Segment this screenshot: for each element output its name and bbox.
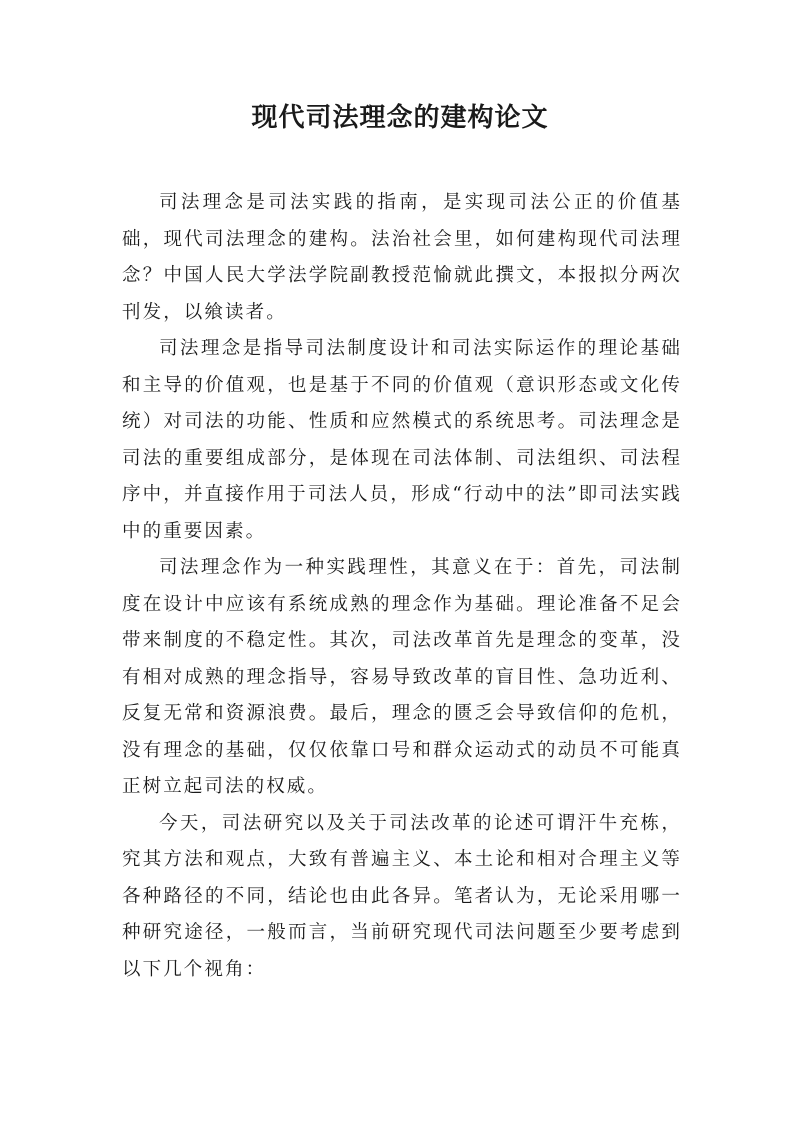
paragraph: 司法理念是司法实践的指南，是实现司法公正的价值基础，现代司法理念的建构。法治社会里，如何建构现代司法理念？中国人民大学法学院副教授范愉就此撰文，本报拟分两次刊发，以飨读者。 <box>122 192 682 323</box>
paragraph: 今天，司法研究以及关于司法改革的论述可谓汗牛充栋，究其方法和观点，大致有普遍主义、本土论和相对合理主义等各种路径的不同，结论也由此各异。笔者认为，无论采用哪一种研究途径，一般而言，当前研究现代司法问题至少要考虑到以下几个视角： <box>122 812 682 980</box>
paragraph: 司法理念是指导司法制度设计和司法实际运作的理论基础和主导的价值观，也是基于不同的价值观（意识形态或文化传统）对司法的功能、性质和应然模式的系统思考。司法理念是司法的重要组成部分，是体现在司法体制、司法组织、司法程序中，并直接作用于司法人员，形成“行动中的法”即司法实践中的重要因素。 <box>122 338 682 542</box>
document-body <box>122 185 682 988</box>
paragraph: 司法理念作为一种实践理性，其意义在于：首先，司法制度在设计中应该有系统成熟的理念作为基础。理论准备不足会带来制度的不稳定性。其次，司法改革首先是理念的变革，没有相对成熟的理念指导，容易导致改革的盲目性、急功近利、反复无常和资源浪费。最后，理念的匮乏会导致信仰的危机，没有理念的基础，仅仅依靠口号和群众运动式的动员不可能真正树立起司法的权威。 <box>122 557 682 797</box>
document-title: 现代司法理念的建构论文 <box>251 103 549 133</box>
